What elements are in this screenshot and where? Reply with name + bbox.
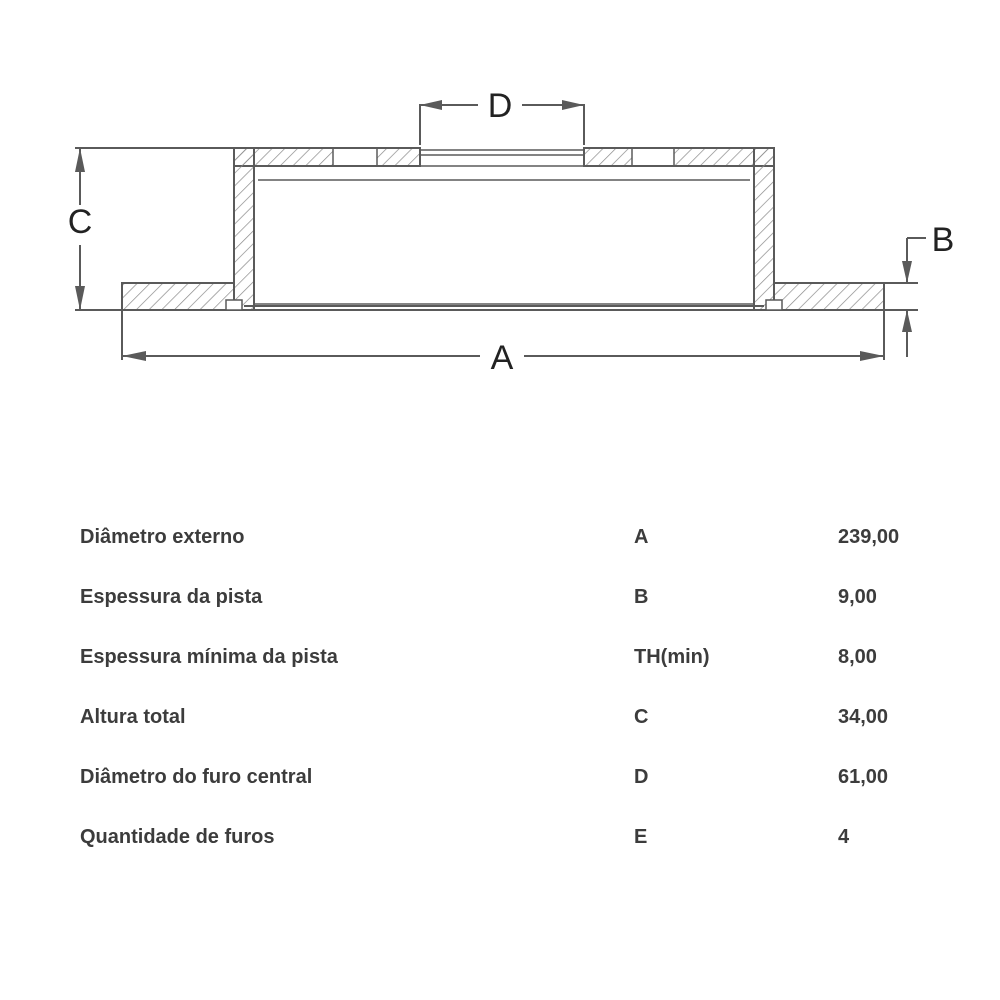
- disc-hat-section: [234, 148, 774, 310]
- spec-value: 61,00: [838, 766, 889, 788]
- spec-name: Diâmetro do furo central: [80, 766, 313, 788]
- spec-name: Altura total: [80, 706, 186, 728]
- spec-value: 8,00: [838, 646, 877, 668]
- base-lines: [234, 306, 774, 310]
- dimension-d-label: D: [487, 87, 513, 125]
- dimension-a-label: A: [490, 339, 514, 377]
- dimension-b: [884, 238, 926, 357]
- spec-code: D: [634, 766, 649, 788]
- spec-row: [80, 808, 940, 868]
- spec-row: [80, 628, 940, 688]
- spec-value: 4: [838, 826, 850, 848]
- spec-code: B: [634, 586, 649, 608]
- spec-value: 34,00: [838, 706, 889, 728]
- spec-value: 9,00: [838, 586, 877, 608]
- spec-value: 239,00: [838, 526, 900, 548]
- brake-disc-cross-section-diagram: [0, 0, 1000, 420]
- spec-code: E: [634, 826, 648, 848]
- spec-code: TH(min): [634, 646, 710, 668]
- spec-name: Espessura mínima da pista: [80, 646, 338, 668]
- spec-code: C: [634, 706, 649, 728]
- center-bore-lines: [420, 150, 584, 155]
- spec-row: [80, 688, 940, 748]
- spec-row: [80, 568, 940, 628]
- inner-cavity: [254, 166, 754, 304]
- specifications-table: [80, 508, 940, 868]
- spec-name: Espessura da pista: [80, 586, 263, 608]
- spec-code: A: [634, 526, 649, 548]
- spec-name: Diâmetro externo: [80, 526, 245, 548]
- spec-name: Quantidade de furos: [80, 826, 275, 848]
- spec-row: [80, 748, 940, 808]
- spec-row: [80, 508, 940, 568]
- dimension-b-label: B: [931, 221, 955, 259]
- dimension-c-label: C: [67, 203, 93, 241]
